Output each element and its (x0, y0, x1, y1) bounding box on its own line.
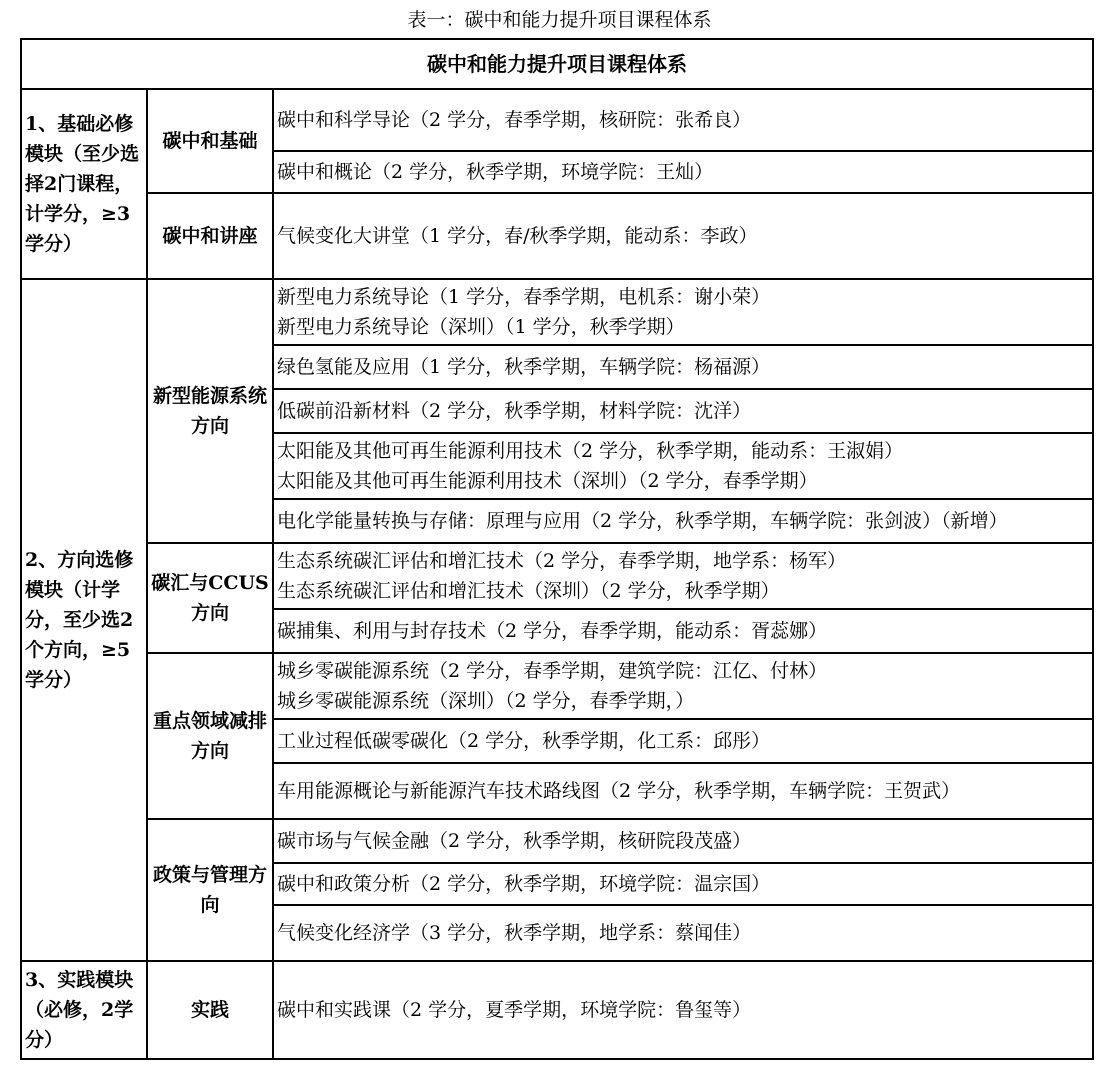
course-cell (273, 89, 1093, 151)
course-line: 太阳能及其他可再生能源利用技术（深圳）（2 学分，春季学期） (277, 470, 818, 492)
direction-name-cell: 碳中和讲座 (147, 193, 273, 279)
course-cell (273, 543, 1093, 609)
direction-name-cell: 政策与管理方向 (147, 819, 273, 961)
module-name-part: 2 (44, 173, 58, 195)
module-name-part: ≥5 (101, 639, 131, 661)
course-line: 电化学能量转换与存储：原理与应用（2 学分，秋季学期，车辆学院：张剑波）（新增） (277, 510, 1008, 532)
direction-name-cell: 碳汇与CCUS 方向 (147, 543, 273, 653)
module-name-part: 2 (101, 999, 115, 1021)
course-cell (273, 653, 1093, 719)
course-line: 气候变化经济学（3 学分，秋季学期，地学系：蔡闻佳） (277, 922, 752, 944)
course-line: 太阳能及其他可再生能源利用技术（2 学分，秋季学期，能动系：王淑娟） (277, 440, 904, 462)
course-line: 工业过程低碳零碳化（2 学分，秋季学期，化工系：邱彤） (277, 730, 771, 752)
course-cell (273, 863, 1093, 905)
curriculum-table (20, 38, 1094, 1060)
course-cell (273, 763, 1093, 819)
course-line: 生态系统碳汇评估和增汇技术（深圳）（2 学分，秋季学期） (277, 580, 780, 602)
module-name-cell (21, 89, 147, 279)
course-line: 碳中和科学导论（2 学分，春季学期，核研院：张希良） (277, 109, 752, 131)
module-name-part: 学分） (25, 999, 134, 1051)
module-name-cell (21, 961, 147, 1059)
course-line: 车用能源概论与新能源汽车技术路线图（2 学分，秋季学期，车辆学院：王贺武） (277, 780, 961, 802)
course-cell (273, 151, 1093, 193)
course-cell (273, 389, 1093, 433)
course-line: 碳中和概论（2 学分，秋季学期，环境学院：王灿） (277, 161, 714, 183)
course-line: 绿色氢能及应用（1 学分，秋季学期，车辆学院：杨福源） (277, 356, 771, 378)
module-name-part: 学分） (25, 233, 83, 255)
module-name-part: （至少选择 (25, 143, 140, 195)
table-row (21, 653, 1093, 719)
table-row (21, 89, 1093, 151)
course-line: 城乡零碳能源系统（2 学分，春季学期，建筑学院：江亿、付林） (277, 660, 828, 682)
table-header-row (21, 39, 1093, 89)
table-row (21, 279, 1093, 345)
module-name-part: 3、实践模块（必修， (25, 969, 134, 1021)
module-name-part: 门课程，计学分， (25, 173, 134, 225)
course-cell (273, 279, 1093, 345)
module-name-part: 学分） (25, 669, 83, 691)
course-cell (273, 961, 1093, 1059)
course-cell (273, 499, 1093, 543)
course-line: 新型电力系统导论（深圳）（1 学分，秋季学期） (277, 316, 685, 338)
table-title: 碳中和能力提升项目课程体系 (21, 39, 1093, 89)
table-row (21, 543, 1093, 609)
module-name-part: 个方向， (25, 639, 102, 661)
module-name-part: 2 (120, 609, 134, 631)
course-cell (273, 193, 1093, 279)
module-name-part: ≥3 (101, 203, 131, 225)
table-row (21, 961, 1093, 1059)
course-line: 新型电力系统导论（1 学分，春季学期，电机系：谢小荣） (277, 286, 771, 308)
course-cell (273, 719, 1093, 763)
course-cell (273, 819, 1093, 863)
table-row (21, 819, 1093, 863)
direction-name-cell: 碳中和基础 (147, 89, 273, 193)
course-line: 低碳前沿新材料（2 学分，秋季学期，材料学院：沈洋） (277, 400, 752, 422)
table-row (21, 193, 1093, 279)
module-name-part: 2、方向选修模块（计学分，至少选 (25, 549, 134, 631)
direction-name-cell: 新型能源系统方向 (147, 279, 273, 543)
course-cell (273, 905, 1093, 961)
course-line: 碳市场与气候金融（2 学分，秋季学期，核研院段茂盛） (277, 830, 752, 852)
course-line: 气候变化大讲堂（1 学分，春/秋季学期，能动系：李政） (277, 225, 758, 247)
course-cell (273, 609, 1093, 653)
module-name-cell (21, 279, 147, 961)
course-cell (273, 345, 1093, 389)
module-name-part: 1、基础必修模块 (25, 113, 134, 165)
course-line: 碳中和政策分析（2 学分，秋季学期，环境学院：温宗国） (277, 873, 771, 895)
course-line: 生态系统碳汇评估和增汇技术（2 学分，春季学期，地学系：杨军） (277, 550, 847, 572)
course-cell (273, 433, 1093, 499)
course-line: 碳捕集、利用与封存技术（2 学分，春季学期，能动系：胥蕊娜） (277, 620, 828, 642)
course-line: 城乡零碳能源系统（深圳）（2 学分，春季学期，） (277, 690, 695, 712)
direction-name-cell: 实践 (147, 961, 273, 1059)
table-caption: 表一：碳中和能力提升项目课程体系 (407, 9, 712, 31)
direction-name-cell: 重点领域减排方向 (147, 653, 273, 819)
course-line: 碳中和实践课（2 学分，夏季学期，环境学院：鲁玺等） (277, 999, 752, 1021)
